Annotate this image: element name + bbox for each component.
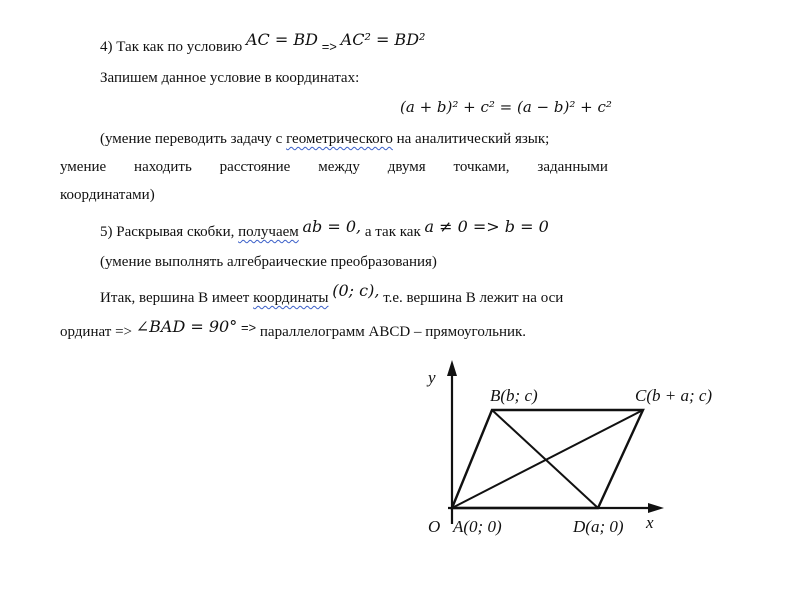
skill1-word: между [318, 159, 360, 175]
point-a-label: A(0; 0) [453, 517, 502, 536]
conclusion-part2: т.е. вершина B лежит на оси [383, 290, 564, 306]
skill1-line3: координатами) [60, 187, 155, 203]
step5-label: 5) Раскрывая скобки, [100, 224, 235, 240]
conclusion-angle: ∠BAD = 90° [135, 317, 238, 336]
step5-underlined-word: получаем [238, 224, 299, 240]
skill1-word: точками, [453, 159, 510, 175]
conclusion-line2-start: ординат => [60, 324, 132, 340]
write-condition-text: Запишем данное условие в координатах: [100, 70, 360, 86]
point-c-label: C(b + a; c) [635, 386, 713, 405]
skill1-word: заданными [537, 159, 608, 175]
step4-arrow: => [321, 39, 337, 54]
x-axis-label: x [646, 513, 654, 532]
skill1-part2: на аналитический язык; [396, 131, 550, 147]
diagonal-ac [452, 410, 643, 508]
step4-label: 4) Так как по условию [100, 39, 243, 55]
conclusion-line2-end: параллелограмм ABCD – прямоугольник. [259, 324, 527, 340]
point-d-label: D(a; 0) [573, 517, 624, 536]
skill1-word: находить [134, 159, 192, 175]
x-axis-arrowhead [648, 503, 664, 513]
skill1-word: расстояние [219, 159, 291, 175]
skill1-part1: (умение переводить задачу с [100, 131, 283, 147]
origin-label: O [428, 517, 441, 536]
step4-eq-squares: AC² = BD² [340, 30, 426, 49]
diagonal-bd [492, 410, 598, 508]
skill1-word: двумя [387, 159, 426, 175]
step5-eq-ab: ab = 0, [302, 217, 362, 236]
conclusion-coord: (0; c), [332, 281, 380, 300]
point-b-label: B(b; c) [490, 386, 538, 405]
conclusion-underlined-word: координаты [253, 290, 329, 306]
conclusion-part1: Итак, вершина B имеет [100, 290, 250, 306]
step5-middle: а так как [364, 224, 421, 240]
skill1-word: умение [60, 159, 107, 175]
skill1-underlined-word: геометрического [286, 131, 393, 147]
y-axis-arrowhead [447, 360, 457, 376]
step5-eq-b: a ≠ 0 => b = 0 [424, 217, 549, 236]
step4-eq-ac-bd: AC = BD [245, 30, 318, 49]
conclusion-arrow: => [240, 320, 257, 335]
y-axis-label: y [428, 368, 436, 387]
coordinate-equation: (a + b)² + c² = (a − b)² + c² [400, 98, 612, 116]
skill2-text: (умение выполнять алгебраические преобразования) [100, 254, 437, 270]
